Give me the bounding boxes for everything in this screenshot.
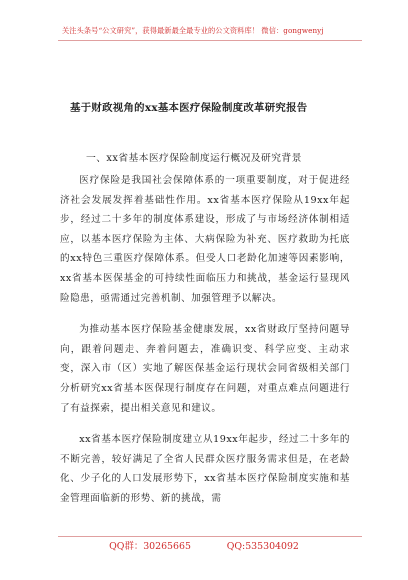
footer-divider bbox=[58, 536, 362, 537]
footer-banner bbox=[0, 538, 408, 552]
document-body bbox=[60, 150, 350, 521]
section-heading: 一、xx省基本医疗保险制度运行概况及研究背景 bbox=[86, 153, 302, 164]
body-paragraph-3: xx省基本医疗保险制度建立从19xx年起步，经过二十多年的不断完善，较好满足了全省人民群众医疗服务需求但是，在老龄化、少子化的人口发展形势下，xx省基本医疗保险制度实施和基金管理面临新的形势、新的挑战，需 bbox=[60, 434, 350, 504]
body-paragraph-1: 医疗保险是我国社会保障体系的一项重要制度，对于促进经济社会发展发挥着基础性作用。xx省基本医疗保险从19xx年起步，经过二十多年的制度体系建设，形成了与市场经济体制相适应，以基本医疗保险为主体、大病保险为补充、医疗救助为托底的xx特色三重医疗保障体系。但受人口老龄化加速等因素影响，xx省基本医保基金的可持续性面临压力和挑战，基金运行显现风险隐患，亟需通过完善机制、加强管理予以解决。 bbox=[60, 175, 350, 304]
footer-qq-group: QQ群：30265665 bbox=[109, 541, 191, 552]
header-divider bbox=[58, 40, 362, 41]
document-title: 基于财政视角的xx基本医疗保险制度改革研究报告 bbox=[70, 102, 308, 114]
header-banner: 关注头条号“公文研究”，获得最新最全最专业的公文资料库！ 微信：gongwenyj bbox=[62, 26, 324, 35]
footer-qq-contact: QQ:535304092 bbox=[226, 541, 299, 552]
body-paragraph-2: 为推动基本医疗保险基金健康发展，xx省财政厅坚持问题导向，跟着问题走、奔着问题去，准确识变、科学应变、主动求变，深入市（区）实地了解医保基金运行现状会同省级相关部门分析研究xx省基本医保现行制度存在问题，对重点难点问题进行了有益探索，提出相关意见和建议。 bbox=[60, 324, 350, 414]
